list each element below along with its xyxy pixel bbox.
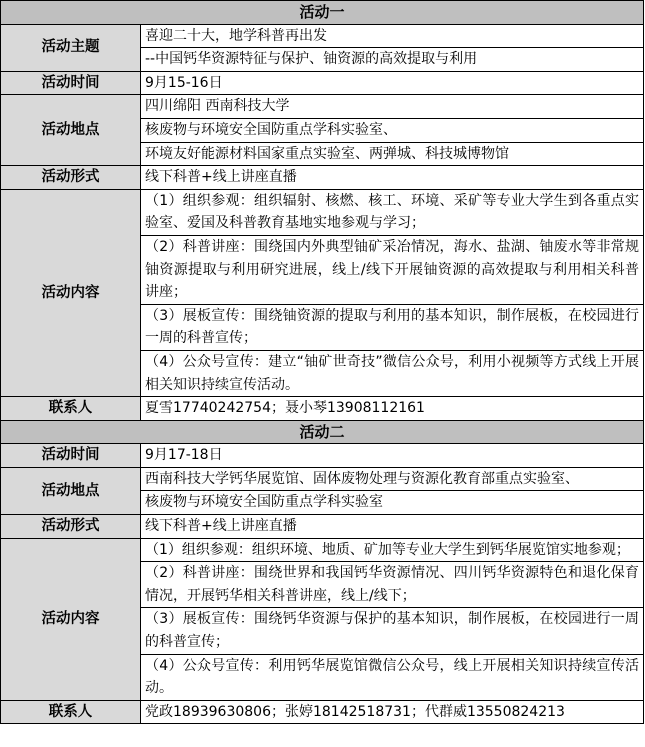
activity1-content-item3: （3）展板宣传：围绕铀资源的提取与利用的基本知识，制作展板，在校园进行一周的科普宣传；	[141, 304, 644, 350]
activity2-content-label: 活动内容	[1, 538, 141, 700]
activity1-place-label: 活动地点	[1, 95, 141, 166]
activity1-theme-line2: --中国钙华资源特征与保护、铀资源的高效提取与利用	[141, 48, 644, 72]
activity1-time-value: 9月15-16日	[141, 71, 644, 95]
activity1-place-line2: 核废物与环境安全国防重点学科实验室、	[141, 118, 644, 142]
activity1-time-label: 活动时间	[1, 71, 141, 95]
activity2-contact-value: 党政18939630806；张婷18142518731；代群威13550824213	[141, 700, 644, 724]
activity1-content-item1: （1）组织参观：组织辐射、核燃、核工、环境、采矿等专业大学生到各重点实验室、爱国及科普教育基地实地参观与学习；	[141, 189, 644, 235]
activity1-form-label: 活动形式	[1, 166, 141, 190]
activity2-form-value: 线下科普+线上讲座直播	[141, 515, 644, 539]
activity2-form-label: 活动形式	[1, 515, 141, 539]
activity1-place-line1: 四川绵阳 西南科技大学	[141, 95, 644, 119]
activity1-content-label: 活动内容	[1, 189, 141, 396]
activity2-title: 活动二	[1, 420, 644, 444]
activity1-contact-label: 联系人	[1, 397, 141, 421]
activity1-place-line3: 环境友好能源材料国家重点实验室、两弹城、科技城博物馆	[141, 142, 644, 166]
activity2-place-line2: 核废物与环境安全国防重点学科实验室	[141, 491, 644, 515]
activity1-content-item4: （4）公众号宣传：建立“铀矿世奇技”微信公众号，利用小视频等方式线上开展相关知识持续宣传活动。	[141, 350, 644, 396]
activity1-content-item2: （2）科普讲座：围绕国内外典型铀矿采冶情况，海水、盐湖、铀废水等非常规铀资源提取与利用研究进展，线上/线下开展铀资源的高效提取与利用相关科普讲座；	[141, 235, 644, 304]
activity1-header-row	[1, 1, 644, 25]
activity2-header-row	[1, 420, 644, 444]
activity2-place-line1: 西南科技大学钙华展览馆、固体废物处理与资源化教育部重点实验室、	[141, 467, 644, 491]
activity2-place-label: 活动地点	[1, 467, 141, 514]
activity2-time-value: 9月17-18日	[141, 444, 644, 468]
activity2-content-item2: （2）科普讲座：围绕世界和我国钙华资源情况、四川钙华资源特色和退化保育情况，开展钙华相关科普讲座，线上/线下；	[141, 562, 644, 608]
activity1-theme-label: 活动主题	[1, 24, 141, 71]
activity1-theme-line1: 喜迎二十大，地学科普再出发	[141, 24, 644, 48]
activity2-content-item1: （1）组织参观：组织环境、地质、矿加等专业大学生到钙华展览馆实地参观；	[141, 538, 644, 562]
activity1-title: 活动一	[1, 1, 644, 25]
activity1-form-value: 线下科普+线上讲座直播	[141, 166, 644, 190]
activity2-content-item4: （4）公众号宣传：利用钙华展览馆微信公众号，线上开展相关知识持续宣传活动。	[141, 654, 644, 700]
activity2-contact-label: 联系人	[1, 700, 141, 724]
activity1-contact-value: 夏雪17740242754；聂小琴13908112161	[141, 397, 644, 421]
activity2-content-item3: （3）展板宣传：围绕钙华资源与保护的基本知识，制作展板，在校园进行一周的科普宣传；	[141, 608, 644, 654]
activity2-time-label: 活动时间	[1, 444, 141, 468]
